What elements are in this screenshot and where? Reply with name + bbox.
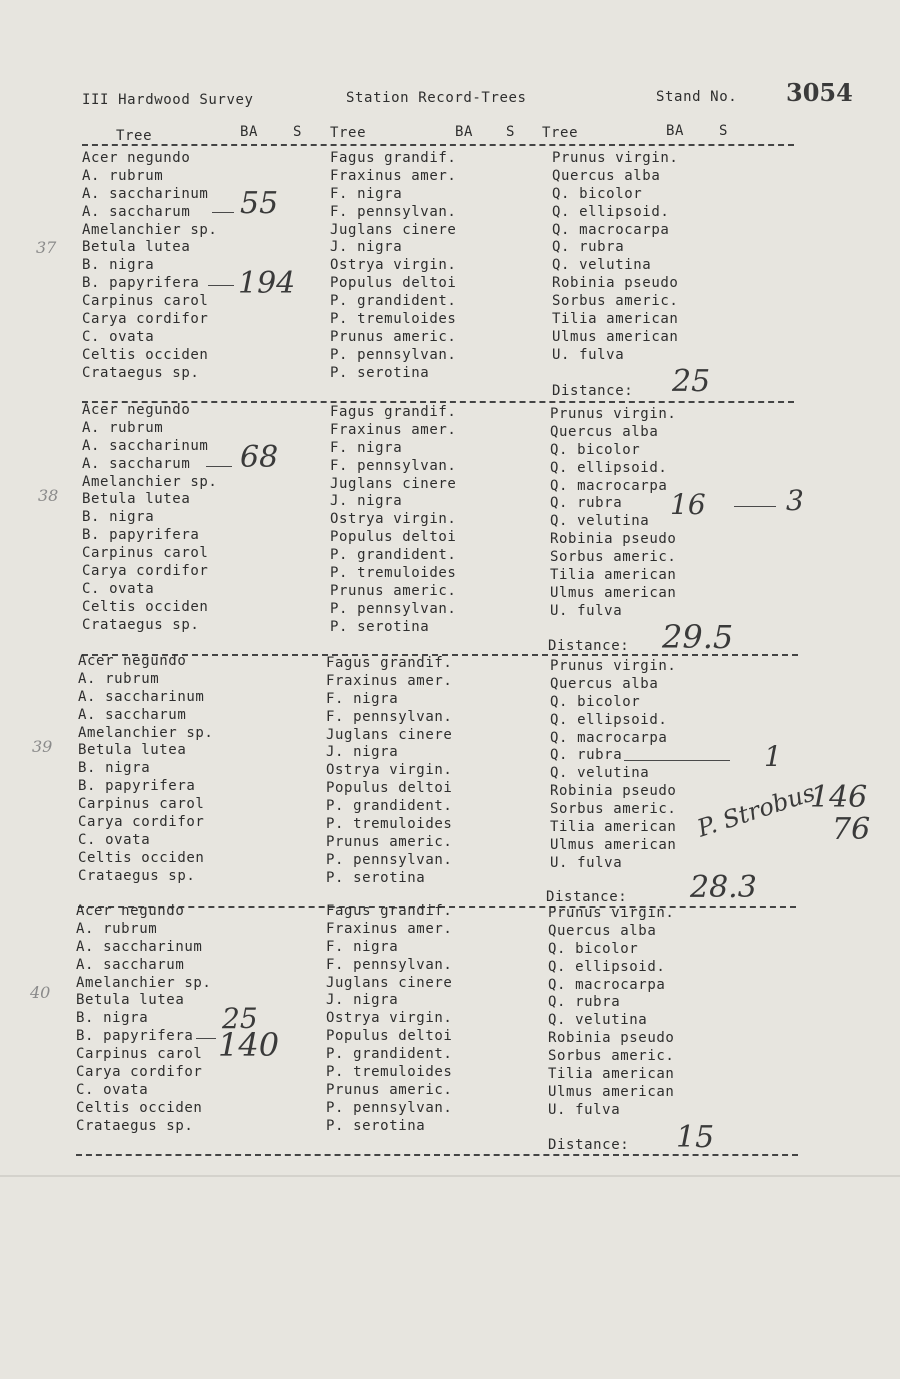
species-row: Q. bicolor bbox=[548, 940, 639, 957]
s-note: 76 bbox=[832, 812, 871, 847]
species-row: F. pennsylvan. bbox=[326, 708, 453, 725]
species-row: F. pennsylvan. bbox=[330, 457, 457, 474]
species-row: F. pennsylvan. bbox=[326, 956, 453, 973]
species-row: P. tremuloides bbox=[330, 311, 457, 328]
block4-col2 bbox=[326, 903, 452, 1136]
species-row: Ostrya virgin. bbox=[326, 762, 453, 779]
col2-s-header: S bbox=[506, 124, 516, 140]
species-row: Q. macrocarpa bbox=[550, 729, 668, 746]
species-row: Ostrya virgin. bbox=[326, 1010, 453, 1027]
species-row: F. nigra bbox=[326, 690, 399, 707]
species-row: Populus deltoi bbox=[330, 529, 457, 546]
species-row: Q. bicolor bbox=[550, 441, 641, 458]
species-row: U. fulva bbox=[552, 346, 625, 363]
species-row: Betula lutea bbox=[82, 491, 191, 508]
species-row: Robinia pseudo bbox=[548, 1030, 675, 1047]
species-row: Sorbus americ. bbox=[550, 549, 677, 566]
distance-label: Distance: bbox=[552, 383, 634, 399]
species-row: Juglans cinere bbox=[326, 974, 453, 991]
species-row: Carpinus carol bbox=[82, 545, 209, 562]
block2-col3 bbox=[550, 406, 676, 621]
species-row: Carpinus carol bbox=[78, 796, 205, 813]
species-row: J. nigra bbox=[330, 493, 403, 510]
record-title: Station Record-Trees bbox=[346, 90, 527, 106]
col2-tree-header: Tree bbox=[330, 125, 367, 141]
species-row: P. serotina bbox=[326, 869, 426, 886]
species-row: Sorbus americ. bbox=[548, 1048, 675, 1065]
species-row: J. nigra bbox=[330, 239, 403, 256]
species-row: Sorbus americ. bbox=[552, 293, 679, 310]
species-row: Quercus alba bbox=[550, 675, 659, 692]
ba-note: 16 bbox=[670, 488, 706, 521]
species-row: B. nigra bbox=[78, 760, 151, 777]
species-row: Celtis occiden bbox=[78, 849, 205, 866]
col3-tree-header: Tree bbox=[542, 125, 579, 141]
species-row: Q. rubra bbox=[550, 747, 623, 764]
species-row: P. pennsylvan. bbox=[326, 1099, 453, 1116]
species-row: B. papyrifera bbox=[82, 527, 200, 544]
species-row: A. rubrum bbox=[82, 419, 164, 436]
species-row: A. rubrum bbox=[76, 920, 158, 937]
distance-label: Distance: bbox=[546, 889, 628, 905]
species-row: Q. ellipsoid. bbox=[550, 459, 668, 476]
col1-tree-header: Tree bbox=[116, 128, 153, 144]
species-row: Prunus virgin. bbox=[548, 905, 675, 921]
species-row: P. tremuloides bbox=[330, 565, 457, 582]
species-row: Q. bicolor bbox=[550, 693, 641, 710]
species-row: Fraxinus amer. bbox=[326, 672, 453, 689]
species-row: Carya cordifor bbox=[82, 311, 209, 328]
ba-note: 55 bbox=[240, 186, 279, 221]
species-row: U. fulva bbox=[548, 1101, 621, 1118]
species-row: Prunus virgin. bbox=[550, 658, 677, 674]
species-row: Ostrya virgin. bbox=[330, 257, 457, 274]
species-row: Crataegus sp. bbox=[82, 364, 200, 381]
species-row: Prunus americ. bbox=[326, 833, 453, 850]
species-row: C. ovata bbox=[82, 580, 155, 597]
species-row: A. saccharum bbox=[82, 455, 191, 472]
species-row: Carya cordifor bbox=[76, 1064, 203, 1081]
header-rule bbox=[82, 144, 794, 146]
species-row: J. nigra bbox=[326, 992, 399, 1009]
species-row: Q. velutina bbox=[552, 257, 652, 274]
species-row: Carya cordifor bbox=[78, 814, 205, 831]
species-row: Prunus americ. bbox=[330, 328, 457, 345]
species-row: F. nigra bbox=[326, 938, 399, 955]
species-row: Tilia american bbox=[552, 311, 679, 328]
species-row: C. ovata bbox=[82, 328, 155, 345]
species-row: Carpinus carol bbox=[76, 1046, 203, 1063]
species-row: C. ovata bbox=[78, 831, 151, 848]
species-row: J. nigra bbox=[326, 744, 399, 761]
species-row: Celtis occiden bbox=[82, 598, 209, 615]
station-number: 40 bbox=[30, 983, 51, 1002]
ba-note: 140 bbox=[218, 1026, 280, 1064]
species-row: Fagus grandif. bbox=[330, 404, 457, 420]
species-row: Q. macrocarpa bbox=[550, 477, 668, 494]
species-row: Q. velutina bbox=[548, 1012, 648, 1029]
species-row: Celtis occiden bbox=[82, 346, 209, 363]
species-row: P. grandident. bbox=[330, 547, 457, 564]
distance-value: 29.5 bbox=[662, 618, 734, 656]
species-row: A. rubrum bbox=[78, 670, 160, 687]
species-row: P. serotina bbox=[326, 1117, 426, 1134]
species-row: B. nigra bbox=[82, 509, 155, 526]
species-row: Betula lutea bbox=[78, 742, 187, 759]
species-row: B. papyrifera bbox=[76, 1028, 194, 1045]
block-rule bbox=[76, 1154, 798, 1156]
species-row: A. saccharinum bbox=[76, 938, 203, 955]
note-leader bbox=[212, 212, 234, 213]
species-row: A. saccharinum bbox=[82, 437, 209, 454]
col2-ba-header: BA bbox=[455, 124, 474, 140]
species-row: A. saccharum bbox=[78, 706, 187, 723]
species-row: Fraxinus amer. bbox=[330, 167, 457, 184]
species-row: Q. rubra bbox=[548, 994, 621, 1011]
species-row: Quercus alba bbox=[552, 167, 661, 184]
ba-note: 194 bbox=[238, 266, 296, 301]
species-row: Fraxinus amer. bbox=[330, 421, 457, 438]
species-row: Crataegus sp. bbox=[76, 1117, 194, 1134]
station-number: 39 bbox=[32, 737, 53, 756]
species-row: Fagus grandif. bbox=[326, 903, 453, 919]
species-row: A. rubrum bbox=[82, 167, 164, 184]
distance-label: Distance: bbox=[548, 1137, 630, 1153]
species-row: P. pennsylvan. bbox=[330, 600, 457, 617]
col3-s-header: S bbox=[719, 123, 729, 139]
station-number: 38 bbox=[38, 486, 59, 505]
species-row: P. grandident. bbox=[326, 1046, 453, 1063]
species-row: P. grandident. bbox=[326, 798, 453, 815]
species-row: Juglans cinere bbox=[330, 475, 457, 492]
species-row: P. tremuloides bbox=[326, 816, 453, 833]
block2-col1 bbox=[82, 402, 217, 635]
species-row: P. tremuloides bbox=[326, 1064, 453, 1081]
survey-title: III Hardwood Survey bbox=[82, 92, 254, 108]
species-row: Q. ellipsoid. bbox=[550, 711, 668, 728]
note-leader bbox=[206, 466, 232, 467]
species-row: A. saccharinum bbox=[82, 185, 209, 202]
block4-col1 bbox=[76, 903, 211, 1136]
species-row: Acer negundo bbox=[78, 653, 187, 669]
species-row: Fagus grandif. bbox=[330, 150, 457, 166]
station-number: 37 bbox=[36, 238, 57, 257]
species-row: Quercus alba bbox=[548, 922, 657, 939]
block1-col1 bbox=[82, 150, 217, 383]
species-row: Crataegus sp. bbox=[82, 616, 200, 633]
s-note: 3 bbox=[786, 484, 804, 517]
species-row: Amelanchier sp. bbox=[82, 221, 218, 238]
species-row: Robinia pseudo bbox=[552, 275, 679, 292]
note-leader bbox=[624, 760, 730, 761]
species-row: Ostrya virgin. bbox=[330, 511, 457, 528]
species-row: Tilia american bbox=[548, 1066, 675, 1083]
ba-note: 25 bbox=[222, 1002, 258, 1035]
species-row: A. saccharinum bbox=[78, 688, 205, 705]
block3-col2 bbox=[326, 655, 452, 888]
species-row: Betula lutea bbox=[76, 992, 185, 1009]
species-row: Acer negundo bbox=[82, 150, 191, 166]
species-row: B. nigra bbox=[76, 1010, 149, 1027]
species-row: Acer negundo bbox=[82, 402, 191, 418]
note-leader bbox=[208, 285, 234, 286]
distance-value: 28.3 bbox=[690, 870, 757, 905]
distance-value: 25 bbox=[672, 364, 711, 399]
species-row: P. grandident. bbox=[330, 293, 457, 310]
species-row: Tilia american bbox=[550, 567, 677, 584]
species-row: Prunus americ. bbox=[326, 1081, 453, 1098]
species-row: Robinia pseudo bbox=[550, 531, 677, 548]
species-row: A. saccharum bbox=[76, 956, 185, 973]
species-row: Quercus alba bbox=[550, 423, 659, 440]
species-note: P. Strobus bbox=[694, 778, 819, 843]
species-row: P. pennsylvan. bbox=[326, 851, 453, 868]
s-note: 1 bbox=[764, 740, 782, 773]
species-row: Q. rubra bbox=[550, 495, 623, 512]
species-row: Carpinus carol bbox=[82, 293, 209, 310]
species-row: P. pennsylvan. bbox=[330, 346, 457, 363]
species-row: Q. rubra bbox=[552, 239, 625, 256]
species-row: Ulmus american bbox=[550, 836, 677, 853]
block4-col3 bbox=[548, 905, 674, 1120]
species-row: Fraxinus amer. bbox=[326, 920, 453, 937]
distance-value: 15 bbox=[676, 1120, 715, 1155]
species-row: P. serotina bbox=[330, 618, 430, 635]
species-row: P. serotina bbox=[330, 364, 430, 381]
species-row: F. nigra bbox=[330, 185, 403, 202]
species-row: Amelanchier sp. bbox=[78, 724, 214, 741]
block2-col2 bbox=[330, 404, 456, 637]
species-row: Amelanchier sp. bbox=[82, 473, 218, 490]
block1-col2 bbox=[330, 150, 456, 383]
species-row: Q. velutina bbox=[550, 765, 650, 782]
species-row: Q. ellipsoid. bbox=[548, 958, 666, 975]
note-leader bbox=[734, 506, 776, 507]
species-row: Q. ellipsoid. bbox=[552, 203, 670, 220]
species-row: Q. macrocarpa bbox=[552, 221, 670, 238]
species-row: F. nigra bbox=[330, 439, 403, 456]
species-row: Q. bicolor bbox=[552, 185, 643, 202]
species-row: B. papyrifera bbox=[82, 275, 200, 292]
species-row: Fagus grandif. bbox=[326, 655, 453, 671]
species-row: Q. macrocarpa bbox=[548, 976, 666, 993]
species-row: Robinia pseudo bbox=[550, 783, 677, 800]
col1-s-header: S bbox=[293, 124, 303, 140]
species-row: Ulmus american bbox=[550, 584, 677, 601]
species-row: Tilia american bbox=[550, 819, 677, 836]
species-row: Amelanchier sp. bbox=[76, 974, 212, 991]
species-row: Prunus americ. bbox=[330, 582, 457, 599]
species-row: Juglans cinere bbox=[330, 221, 457, 238]
col1-ba-header: BA bbox=[240, 124, 259, 140]
species-row: U. fulva bbox=[550, 602, 623, 619]
species-row: Prunus virgin. bbox=[552, 150, 679, 166]
note-leader bbox=[196, 1038, 216, 1039]
species-row: F. pennsylvan. bbox=[330, 203, 457, 220]
distance-label: Distance: bbox=[548, 638, 630, 654]
paper-fold bbox=[0, 1175, 900, 1177]
species-row: Ulmus american bbox=[548, 1083, 675, 1100]
species-row: B. papyrifera bbox=[78, 778, 196, 795]
species-row: Populus deltoi bbox=[330, 275, 457, 292]
species-row: C. ovata bbox=[76, 1081, 149, 1098]
block3-col1 bbox=[78, 653, 213, 886]
block3-col3 bbox=[550, 658, 676, 873]
species-row: Populus deltoi bbox=[326, 1028, 453, 1045]
species-row: Acer negundo bbox=[76, 903, 185, 919]
species-row: Populus deltoi bbox=[326, 780, 453, 797]
block1-col3 bbox=[552, 150, 678, 365]
species-row: B. nigra bbox=[82, 257, 155, 274]
ba-note: 68 bbox=[240, 440, 279, 475]
species-row: Carya cordifor bbox=[82, 563, 209, 580]
species-row: U. fulva bbox=[550, 854, 623, 871]
ba-note: 146 bbox=[810, 780, 868, 815]
species-row: Crataegus sp. bbox=[78, 867, 196, 884]
species-row: Betula lutea bbox=[82, 239, 191, 256]
species-row: Ulmus american bbox=[552, 328, 679, 345]
species-row: Q. velutina bbox=[550, 513, 650, 530]
species-row: Prunus virgin. bbox=[550, 406, 677, 422]
stand-number: 3054 bbox=[786, 78, 853, 107]
species-row: Celtis occiden bbox=[76, 1099, 203, 1116]
stand-label: Stand No. bbox=[656, 89, 738, 105]
species-row: Sorbus americ. bbox=[550, 801, 677, 818]
col3-ba-header: BA bbox=[666, 123, 685, 139]
species-row: Juglans cinere bbox=[326, 726, 453, 743]
species-row: A. saccharum bbox=[82, 203, 191, 220]
